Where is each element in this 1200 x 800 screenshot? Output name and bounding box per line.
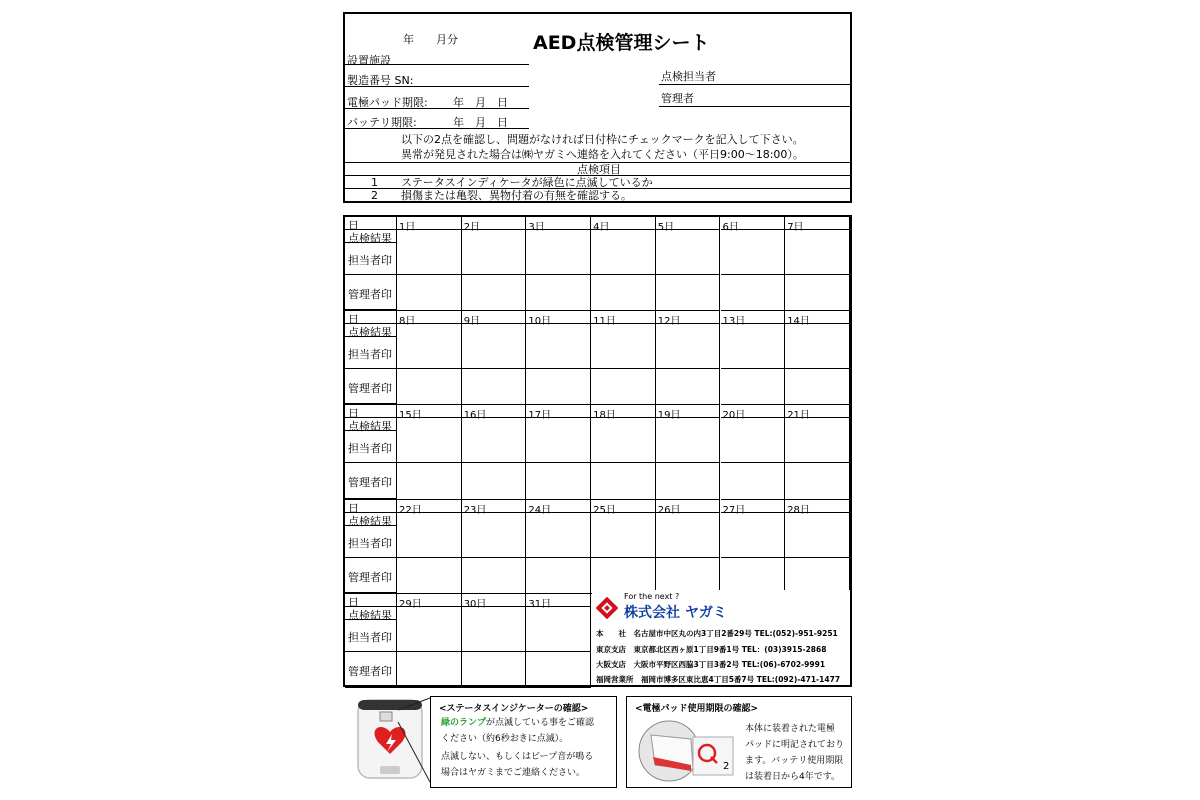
stamp-divider (785, 243, 850, 275)
row-label-text: 点検結果 (348, 232, 392, 245)
manager-label: 管理者 (661, 92, 694, 105)
stamp-divider (591, 337, 656, 369)
day-number: 22日 (399, 504, 422, 516)
company-logo-icon (596, 597, 618, 619)
inspector-line (659, 84, 852, 85)
row-label-text: 日 (348, 407, 359, 421)
day-header-cell (785, 405, 850, 422)
day-number: 16日 (463, 410, 487, 422)
stamp-divider (656, 337, 721, 369)
day-number: 12日 (657, 316, 681, 328)
row-label-text: 点検結果 (348, 326, 392, 340)
stamp-divider (721, 243, 786, 275)
company-box (592, 590, 850, 685)
row-label-text: 担当者印 (348, 630, 392, 644)
day-header-cell (526, 594, 591, 610)
row-label-result (345, 324, 397, 340)
day-header-cell (462, 594, 527, 610)
stamp-divider (526, 526, 591, 558)
day-number: 19日 (657, 410, 681, 422)
row-label-text: 管理者印 (348, 476, 392, 490)
day-header-cell (656, 217, 721, 233)
stamp-divider (397, 620, 462, 652)
inspector-label: 点検担当者 (661, 70, 716, 83)
day-number: 27日 (722, 504, 746, 516)
row-label-text: 担当者印 (348, 442, 392, 456)
day-header-cell (526, 500, 591, 516)
facility-label: 設置施設 (347, 54, 391, 67)
day-header-cell (462, 311, 527, 328)
stamp-divider (526, 620, 591, 652)
row-label-day (345, 217, 397, 230)
day-number: 25日 (593, 504, 616, 516)
pad-line-1: 本体に装着された電極 (745, 724, 836, 734)
pad-line-3: ます。バッテリ使用期限 (745, 756, 844, 766)
row-label-text: 日 (348, 595, 359, 609)
pad-mark-text: 2 (723, 761, 730, 772)
day-number: 7日 (787, 222, 804, 233)
day-header-cell (721, 405, 786, 422)
stamp-divider (591, 243, 656, 275)
row-label-inspector (345, 243, 397, 275)
item-no-1: 1 (371, 176, 378, 189)
row-label-text: 点検結果 (348, 608, 392, 622)
row-label-text: 管理者印 (348, 382, 392, 396)
day-number: 1日 (399, 222, 416, 233)
stamp-divider (462, 526, 527, 558)
instruction-line-2: 異常が発見された場合は㈱ヤガミへ連絡を入れてください（平日9:00～18:00）。 (401, 148, 804, 161)
manager-line (659, 106, 852, 107)
pad-line (345, 108, 529, 109)
day-number: 2日 (463, 222, 481, 233)
day-number: 15日 (399, 410, 422, 422)
day-number: 10日 (528, 316, 552, 328)
day-header-cell (462, 500, 527, 516)
row-label-text: 担当者印 (348, 254, 392, 267)
row-label-text: 管理者印 (348, 288, 392, 302)
row-label-text: 担当者印 (348, 348, 392, 362)
stamp-divider (462, 337, 527, 369)
serial-label: 製造番号 SN: (347, 74, 414, 87)
day-header-cell (526, 217, 591, 233)
row-label-result (345, 513, 397, 526)
stamp-divider (656, 243, 721, 275)
day-header-cell (591, 311, 656, 328)
stamp-divider (462, 620, 527, 652)
electrode-pad-icon (631, 715, 741, 785)
company-name: 株式会社 ヤガミ (624, 605, 727, 621)
day-header-cell (591, 405, 656, 422)
day-header-cell (397, 217, 462, 233)
row-label-result (345, 607, 397, 620)
serial-line (345, 86, 529, 87)
day-number: 29日 (399, 598, 422, 610)
row-label-text: 管理者印 (348, 570, 392, 584)
stamp-divider (785, 526, 850, 558)
day-number: 30日 (463, 598, 487, 610)
row-label-day (345, 500, 397, 513)
office-tokyo: 東京支店 東京都北区西ヶ原1丁目9番1号 TEL：(03)3915-2868 (596, 645, 827, 654)
row-label-text: 点検結果 (348, 420, 392, 434)
office-head: 本 社 名古屋市中区丸の内3丁目2番29号 TEL:(052)-951-9251 (596, 629, 838, 638)
stamp-divider (721, 337, 786, 369)
day-header-cell (656, 405, 721, 422)
row-label-manager (345, 369, 397, 405)
battery-expiry-date: 年 月 日 (453, 116, 508, 129)
row-label-manager (345, 652, 397, 688)
pad-line-4: は装着日から4年です。 (745, 772, 841, 782)
stamp-divider (462, 243, 527, 275)
day-number: 20日 (722, 410, 746, 422)
page-title: AED点検管理シート (533, 32, 710, 54)
stamp-divider (721, 526, 786, 558)
day-number: 11日 (593, 316, 616, 328)
stamp-divider (785, 337, 850, 369)
status-line-3: 点滅しない、もしくはビープ音が鳴る (441, 752, 594, 762)
pad-expiry-label: 電極パッド期限: (347, 96, 428, 109)
stamp-divider (397, 243, 462, 275)
day-header-cell (721, 500, 786, 516)
status-indicator-box (430, 696, 617, 788)
day-header-cell (721, 311, 786, 328)
stamp-divider (397, 431, 462, 463)
day-header-cell (526, 405, 591, 422)
day-header-cell (462, 217, 527, 233)
day-number: 13日 (722, 316, 746, 328)
item-text-2: 損傷または亀裂、異物付着の有無を確認する。 (401, 189, 632, 202)
row-label-inspector (345, 431, 397, 463)
company-logo-row (596, 594, 846, 620)
year-month-label: 年 月分 (403, 33, 458, 46)
day-header-cell (397, 594, 462, 610)
day-header-cell (397, 405, 462, 422)
day-number: 9日 (463, 316, 481, 328)
day-header-cell (397, 500, 462, 516)
day-header-cell (462, 405, 527, 422)
row-label-text: 日 (348, 501, 359, 515)
day-number: 5日 (657, 222, 675, 233)
row-label-text: 管理者印 (348, 664, 392, 678)
day-number: 23日 (463, 504, 487, 516)
status-box-title: <ステータスインジケーターの確認> (439, 704, 589, 714)
stamp-divider (526, 337, 591, 369)
day-header-cell (656, 500, 721, 516)
row-label-manager (345, 275, 397, 311)
day-number: 14日 (787, 316, 810, 328)
stamp-divider (526, 243, 591, 275)
day-header-cell (721, 217, 786, 233)
battery-expiry-label: バッテリ期限: (347, 116, 417, 129)
stamp-divider (591, 526, 656, 558)
day-number: 21日 (787, 410, 810, 422)
status-green-text: 緑のランプ (441, 718, 487, 728)
day-number: 4日 (593, 222, 610, 233)
row-label-inspector (345, 620, 397, 652)
row-label-result (345, 230, 397, 243)
row-label-manager (345, 558, 397, 594)
stamp-divider (721, 431, 786, 463)
pointer-lines (392, 696, 432, 786)
day-header-cell (785, 500, 850, 516)
status-line-4: 場合はヤガミまでご連絡ください。 (441, 768, 586, 778)
stamp-divider (397, 337, 462, 369)
stamp-divider (591, 431, 656, 463)
day-header-cell (591, 217, 656, 233)
facility-line (345, 64, 529, 65)
day-header-cell (785, 311, 850, 328)
row-label-text: 日 (348, 219, 359, 232)
day-number: 28日 (787, 504, 810, 516)
day-number: 6日 (722, 222, 739, 233)
row-label-day (345, 594, 397, 607)
day-number: 17日 (528, 410, 552, 422)
stamp-divider (462, 431, 527, 463)
day-number: 3日 (528, 222, 545, 233)
row-label-inspector (345, 337, 397, 369)
office-fukuoka: 福岡営業所 福岡市博多区東比恵4丁目5番7号 TEL:(092)-471-1477 (596, 675, 841, 684)
office-osaka: 大阪支店 大阪市平野区西脇3丁目3番2号 TEL:(06)-6702-9991 (596, 660, 826, 669)
items-title: 点検項目 (577, 163, 621, 176)
stamp-divider (397, 526, 462, 558)
day-header-cell (591, 500, 656, 516)
row-label-text: 点検結果 (348, 514, 392, 528)
status-line-2: ください（約6秒おきに点滅）。 (441, 734, 569, 744)
day-header-cell (785, 217, 850, 233)
pad-expiry-date: 年 月 日 (453, 96, 508, 109)
company-tagline: For the next ? (624, 592, 680, 601)
pad-line-2: パッドに明記されており (745, 740, 845, 750)
stamp-divider (656, 526, 721, 558)
pad-expiry-box (626, 696, 852, 788)
day-number: 18日 (593, 410, 616, 422)
day-header-cell (397, 311, 462, 328)
day-number: 8日 (399, 316, 416, 328)
status-line-1 (441, 715, 594, 731)
instruction-line-1: 以下の2点を確認し、問題がなければ日付枠にチェックマークを記入して下さい。 (401, 133, 804, 146)
pad-box-title: <電極パッド使用期限の確認> (635, 704, 759, 714)
day-number: 31日 (528, 598, 552, 610)
row-label-day (345, 311, 397, 327)
row-label-inspector (345, 526, 397, 558)
item-text-1: ステータスインディケータが緑色に点滅しているか (401, 176, 653, 189)
day-number: 24日 (528, 504, 552, 516)
stamp-divider (526, 431, 591, 463)
row-label-result (345, 418, 397, 434)
day-header-cell (526, 311, 591, 328)
day-number: 26日 (657, 504, 681, 516)
stamp-divider (656, 431, 721, 463)
item-no-2: 2 (371, 189, 378, 202)
stamp-divider (785, 431, 850, 463)
row-label-manager (345, 463, 397, 499)
battery-line (345, 128, 529, 129)
header-box (343, 12, 852, 203)
day-header-cell (656, 311, 721, 328)
row-label-text: 担当者印 (348, 536, 392, 550)
row-label-text: 日 (348, 313, 359, 327)
row-label-day (345, 405, 397, 421)
status-line-1-rest: が点滅している事をご確認 (486, 718, 595, 728)
